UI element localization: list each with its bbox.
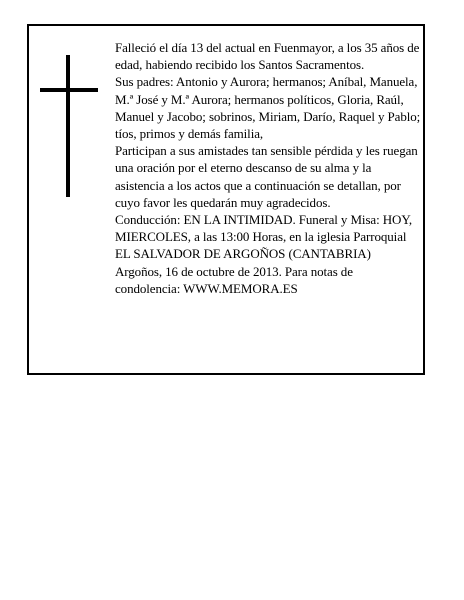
death-announcement: Falleció el día 13 del actual en Fuenmayor, a los 35 años de edad, habiendo recibido los Santos Sacramentos. [115, 40, 420, 73]
funeral-details: Conducción: EN LA INTIMIDAD. Funeral y Misa: HOY, MIERCOLES, a las 13:00 Horas, en la iglesia Parroquial EL SALVADOR DE ARGOÑOS (CANTABRIA) [115, 212, 413, 262]
obituary-notice [27, 24, 425, 375]
cross-icon [40, 55, 98, 197]
cross-horizontal-bar [40, 88, 98, 92]
family-request: Participan a sus amistades tan sensible pérdida y les ruegan una oración por el eterno descanso de su alma y la asistencia a los actos que a continuación se detallan, por cuyo favor les quedarán muy agradecidos. [115, 143, 418, 210]
place-date-condolence: Argoños, 16 de octubre de 2013. Para notas de condolencia: WWW.MEMORA.ES [115, 263, 353, 296]
family-list: Sus padres: Antonio y Aurora; hermanos; Aníbal, Manuela, M.ª José y M.ª Aurora; hermanos políticos, Gloria, Raúl, Manuel y Jacobo; sobrinos, Miriam, Darío, Raquel y Pablo; tíos, primos y demás familia, [115, 74, 421, 142]
notice-text [115, 39, 421, 297]
cross-vertical-bar [66, 55, 70, 197]
